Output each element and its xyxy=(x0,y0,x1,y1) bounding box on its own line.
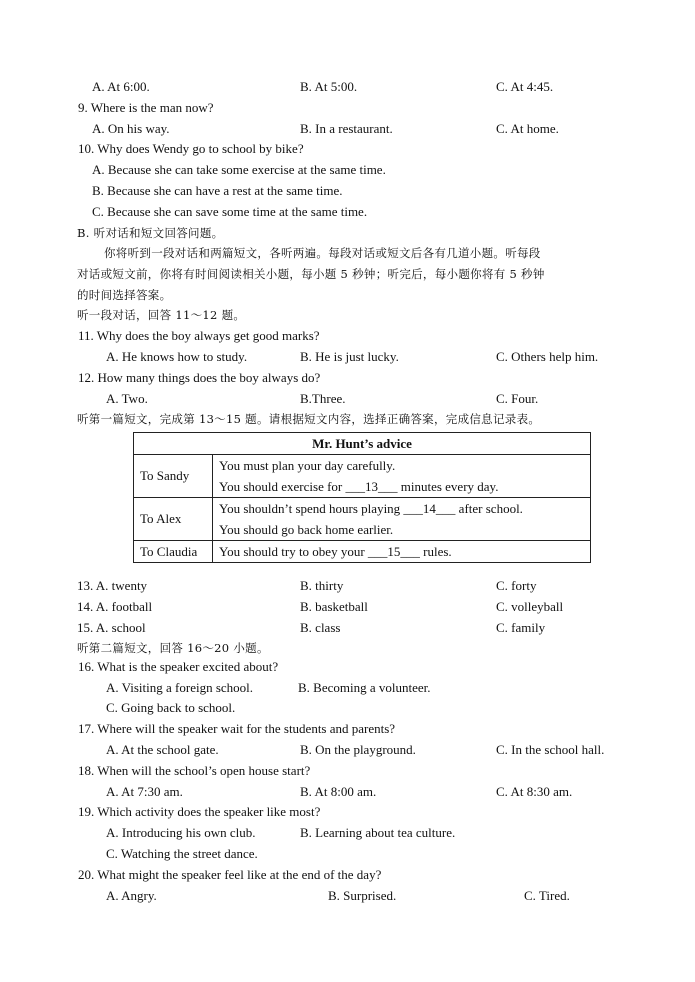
q8-option-c: C. At 4:45. xyxy=(496,79,554,94)
advice-line: You should go back home earlier. xyxy=(219,522,394,537)
advice-row-who: To Sandy xyxy=(134,455,213,498)
q19-option-b: B. Learning about tea culture. xyxy=(300,825,456,840)
q9-option-c: C. At home. xyxy=(496,121,559,136)
q8-option-b: B. At 5:00. xyxy=(300,79,358,94)
q18-stem: 18. When will the school’s open house start? xyxy=(78,763,311,778)
q18-option-a: A. At 7:30 am. xyxy=(106,784,183,799)
q11-option-b: B. He is just lucky. xyxy=(300,349,399,364)
q11-stem: 11. Why does the boy always get good marks? xyxy=(78,328,320,343)
q16-option-a: A. Visiting a foreign school. xyxy=(106,680,254,695)
q10-stem: 10. Why does Wendy go to school by bike? xyxy=(78,141,304,156)
q8-option-a: A. At 6:00. xyxy=(92,79,150,94)
q13-option-b: B. thirty xyxy=(300,578,344,593)
advice-line: You should try to obey your ___15___ rules. xyxy=(219,544,452,559)
q16-option-c: C. Going back to school. xyxy=(106,700,236,715)
q19-option-c: C. Watching the street dance. xyxy=(106,846,258,861)
advice-row-text xyxy=(213,498,591,541)
q20-stem: 20. What might the speaker feel like at the end of the day? xyxy=(78,867,382,882)
passage2-instruction: 听第二篇短文，回答 16～20 小题。 xyxy=(77,641,269,655)
q17-option-b: B. On the playground. xyxy=(300,742,416,757)
section-b-intro-line-3: 的时间选择答案。 xyxy=(77,288,172,302)
q19-stem: 19. Which activity does the speaker like most? xyxy=(78,804,321,819)
advice-line: You must plan your day carefully. xyxy=(219,458,396,473)
q15-option-a: 15. A. school xyxy=(77,620,146,635)
advice-row-who: To Claudia xyxy=(134,541,213,563)
q17-stem: 17. Where will the speaker wait for the students and parents? xyxy=(78,721,396,736)
advice-row-text xyxy=(213,541,591,563)
q14-option-c: C. volleyball xyxy=(496,599,564,614)
advice-row-text xyxy=(213,455,591,498)
q12-option-c: C. Four. xyxy=(496,391,539,406)
q20-option-a: A. Angry. xyxy=(106,888,157,903)
q18-option-b: B. At 8:00 am. xyxy=(300,784,377,799)
q10-option-b: B. Because she can have a rest at the same time. xyxy=(92,183,343,198)
advice-row-who: To Alex xyxy=(134,498,213,541)
q13-option-a: 13. A. twenty xyxy=(77,578,148,593)
q14-option-a: 14. A. football xyxy=(77,599,153,614)
q11-option-c: C. Others help him. xyxy=(496,349,599,364)
advice-line: You shouldn’t spend hours playing ___14___ after school. xyxy=(219,501,523,516)
q9-option-a: A. On his way. xyxy=(92,121,170,136)
q9-option-b: B. In a restaurant. xyxy=(300,121,393,136)
q10-option-a: A. Because she can take some exercise at the same time. xyxy=(92,162,386,177)
q12-option-b: B.Three. xyxy=(300,391,346,406)
q10-option-c: C. Because she can save some time at the same time. xyxy=(92,204,368,219)
q16-stem: 16. What is the speaker excited about? xyxy=(78,659,279,674)
dialog-instruction: 听一段对话，回答 11～12 题。 xyxy=(77,308,246,322)
section-b-intro-line-2: 对话或短文前，你将有时间阅读相关小题，每小题 5 秒钟；听完后，每小题你将有 5 秒钟 xyxy=(77,267,545,281)
q12-option-a: A. Two. xyxy=(106,391,148,406)
advice-table-title: Mr. Hunt’s advice xyxy=(134,433,591,455)
q17-option-a: A. At the school gate. xyxy=(106,742,219,757)
q9-stem: 9. Where is the man now? xyxy=(78,100,214,115)
q20-option-c: C. Tired. xyxy=(524,888,570,903)
q13-option-c: C. forty xyxy=(496,578,537,593)
section-b-intro-line-1: 你将听到一段对话和两篇短文，各听两遍。每段对话或短文后各有几道小题。听每段 xyxy=(104,246,541,260)
q16-option-b: B. Becoming a volunteer. xyxy=(298,680,431,695)
advice-table xyxy=(133,432,591,563)
q14-option-b: B. basketball xyxy=(300,599,368,614)
q17-option-c: C. In the school hall. xyxy=(496,742,605,757)
q15-option-b: B. class xyxy=(300,620,341,635)
q19-option-a: A. Introducing his own club. xyxy=(106,825,256,840)
q20-option-b: B. Surprised. xyxy=(328,888,397,903)
passage1-instruction: 听第一篇短文，完成第 13～15 题。请根据短文内容，选择正确答案，完成信息记录表。 xyxy=(77,412,541,426)
advice-line: You should exercise for ___13___ minutes every day. xyxy=(219,479,499,494)
q18-option-c: C. At 8:30 am. xyxy=(496,784,573,799)
q11-option-a: A. He knows how to study. xyxy=(106,349,248,364)
section-b-heading: B. 听对话和短文回答问题。 xyxy=(77,226,224,240)
q12-stem: 12. How many things does the boy always do? xyxy=(78,370,321,385)
q15-option-c: C. family xyxy=(496,620,546,635)
